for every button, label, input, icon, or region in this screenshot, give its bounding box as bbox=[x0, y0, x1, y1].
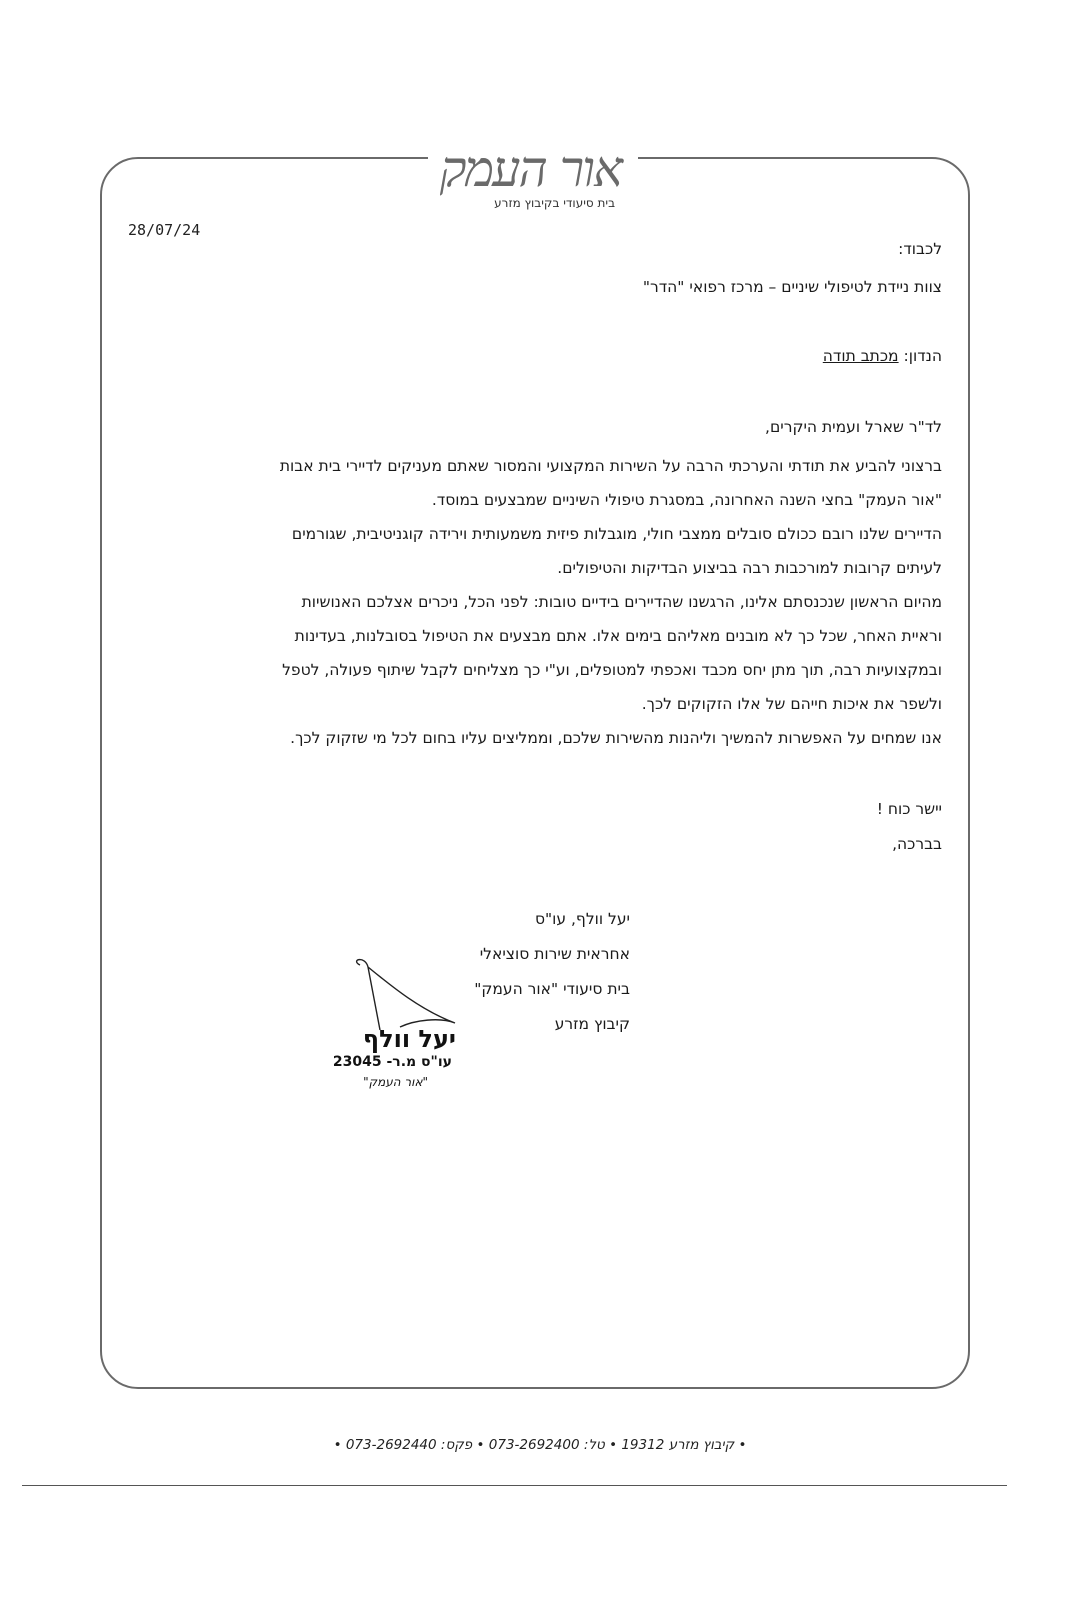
body-line: ולשפר את איכות חייהם של אלו הזקוקים לכך. bbox=[641, 695, 942, 713]
footer-divider bbox=[22, 1485, 1007, 1486]
signer-name: יעל וולף, עו"ס bbox=[534, 910, 630, 928]
signer-facility: בית סיעודי "אור העמק" bbox=[474, 980, 630, 998]
body-line: לעיתים קרובות למורכבות רבה בביצוע הבדיקות והטיפולים. bbox=[557, 559, 942, 577]
body-line: ובמקצועיות רבה, תוך מתן יחס מכבד ואכפתי למטופלים, וע"י כך מצליחים לקבל שיתוף פעולה, לטפל bbox=[282, 661, 942, 679]
closing-line1: יישר כוח ! bbox=[876, 800, 942, 818]
signer-location: קיבוץ מזרע bbox=[554, 1015, 630, 1033]
logo bbox=[430, 140, 635, 230]
letter-body bbox=[162, 449, 942, 755]
salutation: לכבוד: bbox=[898, 240, 942, 258]
stamp-name: יעל וולף bbox=[362, 1025, 456, 1053]
signer-role: אחראית שירות סוציאלי bbox=[479, 945, 630, 963]
stamp-place: "אור העמק" bbox=[363, 1075, 428, 1089]
body-line: וראיית האחר, שכל כך לא מובנים מאליהם בימים אלו. אתם מבצעים את הטיפול בסובלנות, בעדינות bbox=[294, 627, 942, 645]
body-line: "אור העמק" בחצי השנה האחרונה, במסגרת טיפולי השיניים שמבצעים במוסד. bbox=[431, 491, 942, 509]
body-line: ברצוני להביע את תודתי והערכתי הרבה על השירות המקצועי והמסור שאתם מעניקים לדיירי בית אבות bbox=[279, 457, 942, 475]
signature-block bbox=[474, 902, 630, 1042]
letter-frame bbox=[100, 157, 970, 1389]
closing-line2: בברכה, bbox=[892, 835, 942, 853]
body-line: אנו שמחים על האפשרות להמשיך וליהנות מהשירות שלכם, וממליצים עליו בחום לכל מי שזקוק לכך. bbox=[290, 729, 942, 747]
official-stamp bbox=[308, 1020, 468, 1100]
logo-name: אור העמק bbox=[439, 140, 621, 198]
subject-label: הנדון: bbox=[903, 347, 942, 365]
subject-line bbox=[823, 347, 942, 365]
logo-subtitle: בית סיעודי בקיבוץ מזרע bbox=[494, 196, 615, 210]
recipient-name: צוות ניידת לטיפולי שיניים – מרכז רפואי "הדר" bbox=[642, 278, 942, 296]
footer-contact: • קיבוץ מזרע 19312 • טל: 073-2692400 • פקס: 073-2692440 • bbox=[333, 1437, 747, 1453]
subject-text: מכתב תודה bbox=[822, 347, 899, 365]
body-line: הדיירים שלנו רובם ככולם סובלים ממצבי חולי, מוגבלות פיזית משמעותית וירידה קוגניטיבית, שגורמים bbox=[291, 525, 942, 543]
stamp-id: עו"ס מ.ר- 23045 bbox=[332, 1054, 452, 1070]
body-line: מהיום הראשון שנכנסתם אלינו, הרגשנו שהדיירים בידיים טובות: לפני הכל, ניכרים אצלכם האנושיות bbox=[301, 593, 942, 611]
letter-date: 28/07/24 bbox=[128, 221, 201, 239]
greeting: לד"ר שארל ועמית היקרים, bbox=[765, 418, 942, 436]
